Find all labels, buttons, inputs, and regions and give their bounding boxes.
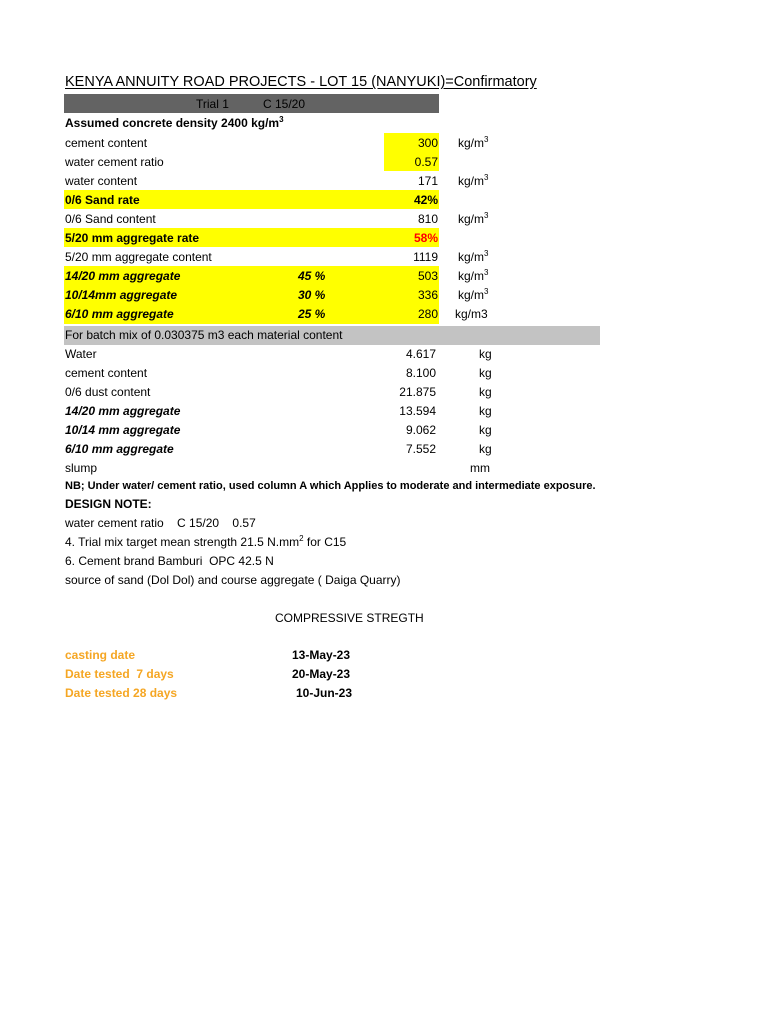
batch-row-label: 6/10 mm aggregate <box>65 442 174 456</box>
batch-row-value: 7.552 <box>405 442 436 456</box>
batch-row-unit: kg <box>479 347 492 361</box>
mix-row-value: 42% <box>413 193 438 207</box>
batch-row-label: slump <box>65 461 98 475</box>
mix-row-unit: kg/m3 <box>455 307 488 321</box>
mix-row-unit: $kg/m^3$ <box>458 268 489 283</box>
batch-row-label: 0/6 dust content <box>65 385 151 399</box>
batch-row-value: 21.875 <box>399 385 436 399</box>
mix-row-value: 58% <box>413 231 438 245</box>
mix-row-label: cement content <box>65 136 148 150</box>
nb-note: NB; Under water/ cement ratio, used column A which Applies to moderate and intermediate exposure. <box>65 480 596 492</box>
batch-row-unit: mm <box>470 461 490 475</box>
mix-row-value: 280 <box>417 307 438 321</box>
density-sup: 3 <box>279 115 284 124</box>
mix-row-unit: $kg/m^3$ <box>458 249 489 264</box>
design-note-heading: DESIGN NOTE: <box>65 497 152 511</box>
batch-row-label: Water <box>65 347 97 361</box>
batch-row-unit: kg <box>479 366 492 380</box>
date-label: Date tested 28 days <box>65 686 178 700</box>
batch-row-label: cement content <box>65 366 148 380</box>
batch-row-unit: kg <box>479 404 492 418</box>
date-value: 10-Jun-23 <box>296 686 353 700</box>
design-source-line: source of sand (Dol Dol) and course aggregate ( Daiga Quarry) <box>65 573 401 587</box>
design-cement-brand-line: 6. Cement brand Bamburi OPC 42.5 N <box>65 554 274 568</box>
batch-row-label: 14/20 mm aggregate <box>65 404 181 418</box>
date-label: Date tested 7 days <box>65 667 174 681</box>
batch-row-unit: kg <box>479 423 492 437</box>
mix-row-value: 503 <box>417 269 438 283</box>
mix-row-value: 0.57 <box>414 155 438 169</box>
batch-row-label: 10/14 mm aggregate <box>65 423 181 437</box>
date-value: 20-May-23 <box>292 667 351 681</box>
document-title: KENYA ANNUITY ROAD PROJECTS - LOT 15 (NANYUKI)=Confirmatory <box>65 74 537 90</box>
design-wcr-line: water cement ratio C 15/20 0.57 <box>65 516 256 530</box>
date-value: 13-May-23 <box>292 648 351 662</box>
mix-row-unit: $kg/m^3$ <box>458 211 489 226</box>
mix-row-label: 0/6 Sand rate <box>65 193 140 207</box>
batch-header: For batch mix of 0.030375 m3 each material content <box>65 328 343 342</box>
mix-row-value: 300 <box>417 136 438 150</box>
mix-row-unit: $kg/m^3$ <box>458 173 489 188</box>
mix-row-pct: 45 % <box>298 269 326 283</box>
mix-row-label: 5/20 mm aggregate content <box>65 250 212 264</box>
compressive-heading: COMPRESSIVE STREGTH <box>275 611 424 625</box>
batch-row-value: 4.617 <box>405 347 436 361</box>
mix-row-label: 0/6 Sand content <box>65 212 156 226</box>
design-strength-line: 4. Trial mix target mean strength 21.5 $N.mm^2$ for C15 <box>65 534 347 549</box>
batch-row-value: 9.062 <box>405 423 436 437</box>
date-label: casting date <box>65 648 136 662</box>
batch-row-value: 13.594 <box>399 404 436 418</box>
mix-row-unit: $kg/m^3$ <box>458 135 489 150</box>
mix-row-label: 6/10 mm aggregate <box>65 307 174 321</box>
mix-row-value: 336 <box>417 288 438 302</box>
mix-row-label: water cement ratio <box>65 155 164 169</box>
density-label: Assumed concrete density 2400 kg/m <box>65 116 280 130</box>
mix-row-value: 810 <box>417 212 438 226</box>
batch-row-unit: kg <box>479 385 492 399</box>
trial-grade: C 15/20 <box>263 97 306 111</box>
mix-row-unit: $kg/m^3$ <box>458 287 489 302</box>
mix-row-label: 10/14mm aggregate <box>65 288 178 302</box>
mix-row-pct: 30 % <box>298 288 326 302</box>
trial-label: Trial 1 <box>196 97 229 111</box>
density-line <box>65 114 284 132</box>
batch-row-value: 8.100 <box>405 366 436 380</box>
batch-row-unit: kg <box>479 442 492 456</box>
mix-row-label: 5/20 mm aggregate rate <box>65 231 200 245</box>
trial-header-band <box>64 94 439 113</box>
mix-row-pct: 25 % <box>298 307 326 321</box>
mix-row-label: 14/20 mm aggregate <box>65 269 181 283</box>
mix-row-value: 171 <box>417 174 438 188</box>
mix-row-value: 1119 <box>413 250 438 264</box>
mix-row-label: water content <box>65 174 138 188</box>
